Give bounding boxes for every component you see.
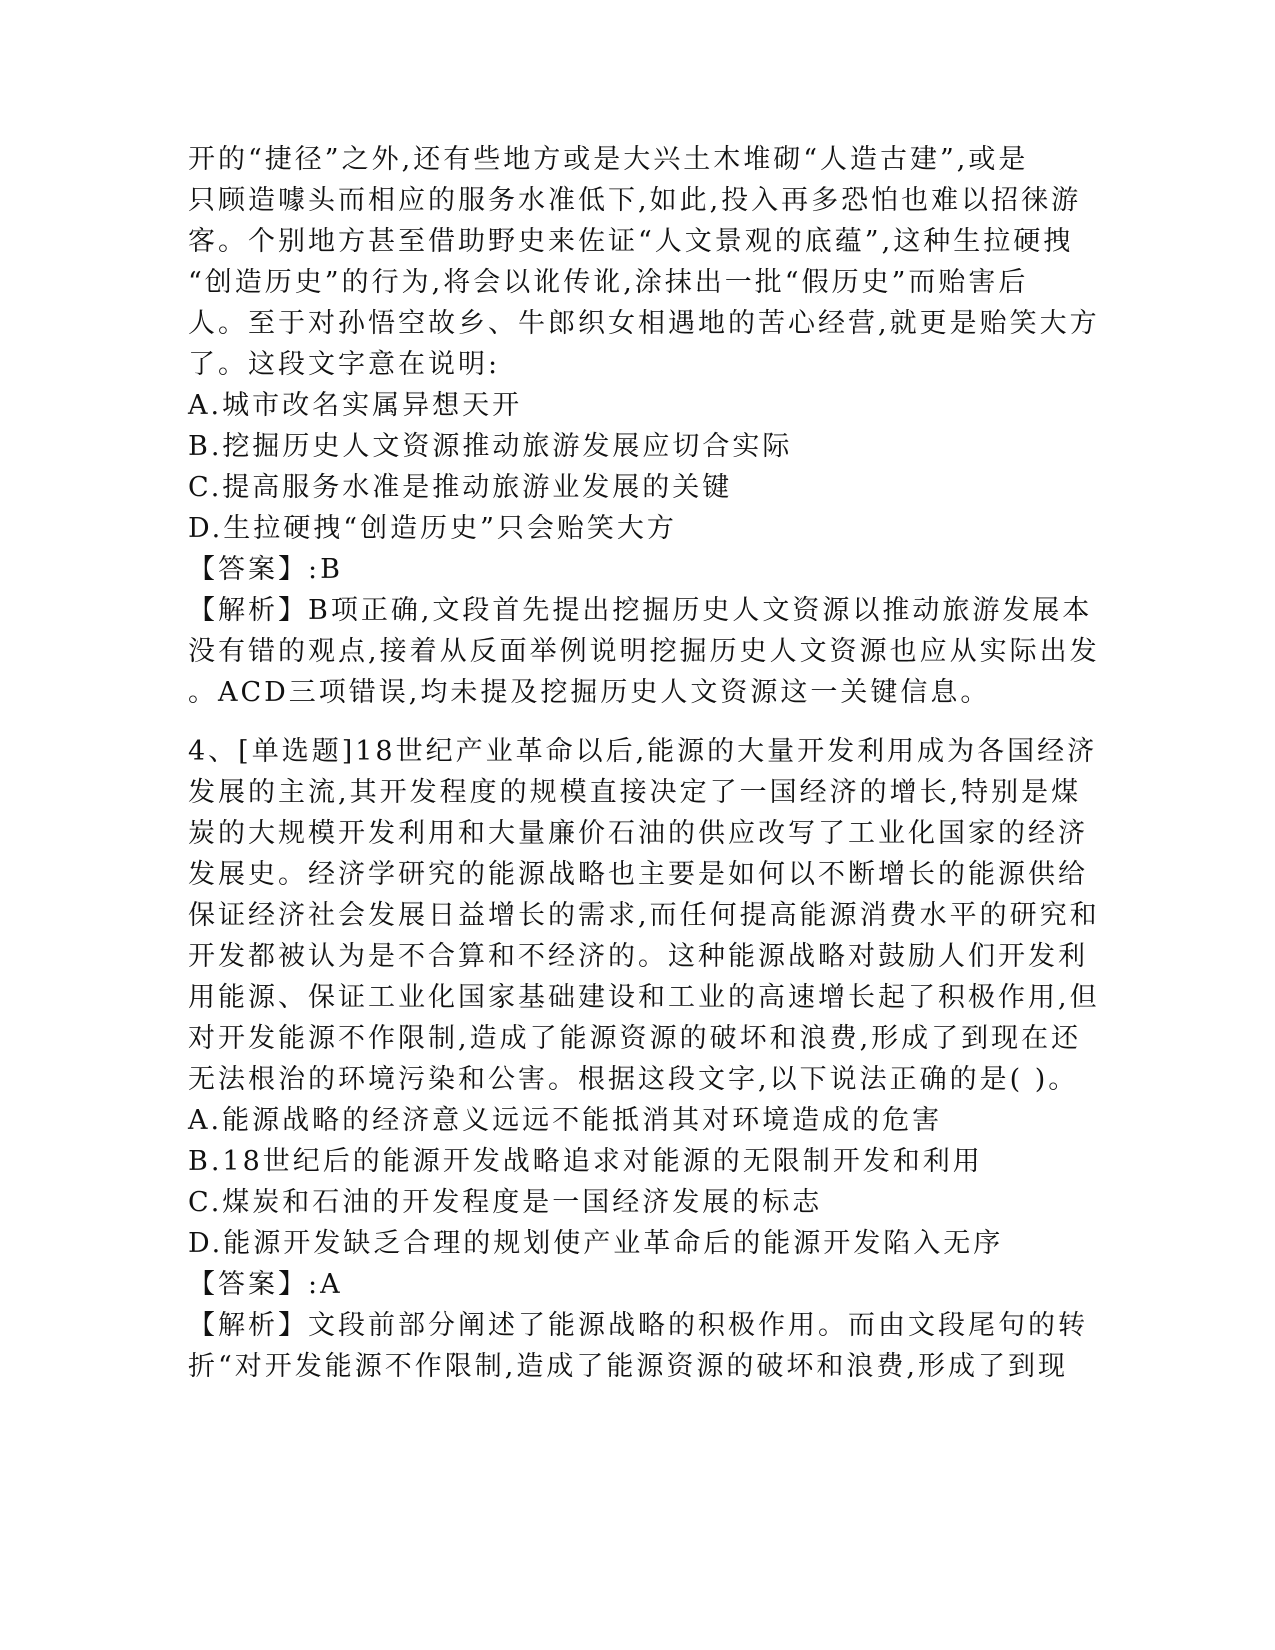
q4-stem-line: 开发都被认为是不合算和不经济的。这种能源战略对鼓励人们开发利 bbox=[188, 941, 1088, 972]
q3-stem-line: 只顾造噱头而相应的服务水准低下,如此,投入再多恐怕也难以招徕游 bbox=[188, 185, 1082, 216]
q4-stem-line: 保证经济社会发展日益增长的需求,而任何提高能源消费水平的研究和 bbox=[188, 900, 1100, 931]
q4-analysis-line: 折“对开发能源不作限制,造成了能源资源的破坏和浪费,形成了到现 bbox=[188, 1351, 1068, 1382]
q4-stem-line: 对开发能源不作限制,造成了能源资源的破坏和浪费,形成了到现在还 bbox=[188, 1023, 1082, 1054]
q4-stem-line: 发展的主流,其开发程度的规模直接决定了一国经济的增长,特别是煤 bbox=[188, 777, 1082, 808]
q3-analysis-line: 【解析】B项正确,文段首先提出挖掘历史人文资源以推动旅游发展本 bbox=[188, 595, 1093, 626]
q3-option-b: B.挖掘历史人文资源推动旅游发展应切合实际 bbox=[188, 431, 793, 462]
q4-stem-line: 4、[单选题]18世纪产业革命以后,能源的大量开发利用成为各国经济 bbox=[188, 736, 1098, 767]
q3-stem-line: 客。个别地方甚至借助野史来佐证“人文景观的底蕴”,这种生拉硬拽 bbox=[188, 226, 1074, 257]
q3-analysis-line: 没有错的观点,接着从反面举例说明挖掘历史人文资源也应从实际出发 bbox=[188, 636, 1100, 667]
q3-stem-line: 了。这段文字意在说明: bbox=[188, 349, 501, 380]
q3-answer: 【答案】:B bbox=[188, 554, 343, 585]
q3-option-c: C.提高服务水准是推动旅游业发展的关键 bbox=[188, 472, 733, 503]
q3-stem-line: 人。至于对孙悟空故乡、牛郎织女相遇地的苦心经营,就更是贻笑大方 bbox=[188, 308, 1100, 339]
q3-option-a: A.城市改名实属异想天开 bbox=[188, 390, 523, 421]
q3-analysis-line: 。ACD三项错误,均未提及挖掘历史人文资源这一关键信息。 bbox=[188, 677, 991, 708]
q4-stem-line: 用能源、保证工业化国家基础建设和工业的高速增长起了积极作用,但 bbox=[188, 982, 1100, 1013]
q4-analysis-line: 【解析】文段前部分阐述了能源战略的积极作用。而由文段尾句的转 bbox=[188, 1310, 1088, 1341]
q3-option-d: D.生拉硬拽“创造历史”只会贻笑大方 bbox=[188, 513, 677, 544]
q3-stem-line: “创造历史”的行为,将会以讹传讹,涂抹出一批“假历史”而贻害后 bbox=[188, 267, 1029, 298]
q4-stem-line: 炭的大规模开发利用和大量廉价石油的供应改写了工业化国家的经济 bbox=[188, 818, 1088, 849]
q4-option-c: C.煤炭和石油的开发程度是一国经济发展的标志 bbox=[188, 1187, 823, 1218]
q4-stem-line: 无法根治的环境污染和公害。根据这段文字,以下说法正确的是( )。 bbox=[188, 1064, 1079, 1095]
q4-option-d: D.能源开发缺乏合理的规划使产业革命后的能源开发陷入无序 bbox=[188, 1228, 1004, 1259]
q4-answer: 【答案】:A bbox=[188, 1269, 343, 1300]
q4-option-b: B.18世纪后的能源开发战略追求对能源的无限制开发和利用 bbox=[188, 1146, 983, 1177]
q3-stem-line: 开的“捷径”之外,还有些地方或是大兴土木堆砌“人造古建”,或是 bbox=[188, 144, 1029, 175]
q4-stem-line: 发展史。经济学研究的能源战略也主要是如何以不断增长的能源供给 bbox=[188, 859, 1088, 890]
q4-option-a: A.能源战略的经济意义远远不能抵消其对环境造成的危害 bbox=[188, 1105, 943, 1136]
